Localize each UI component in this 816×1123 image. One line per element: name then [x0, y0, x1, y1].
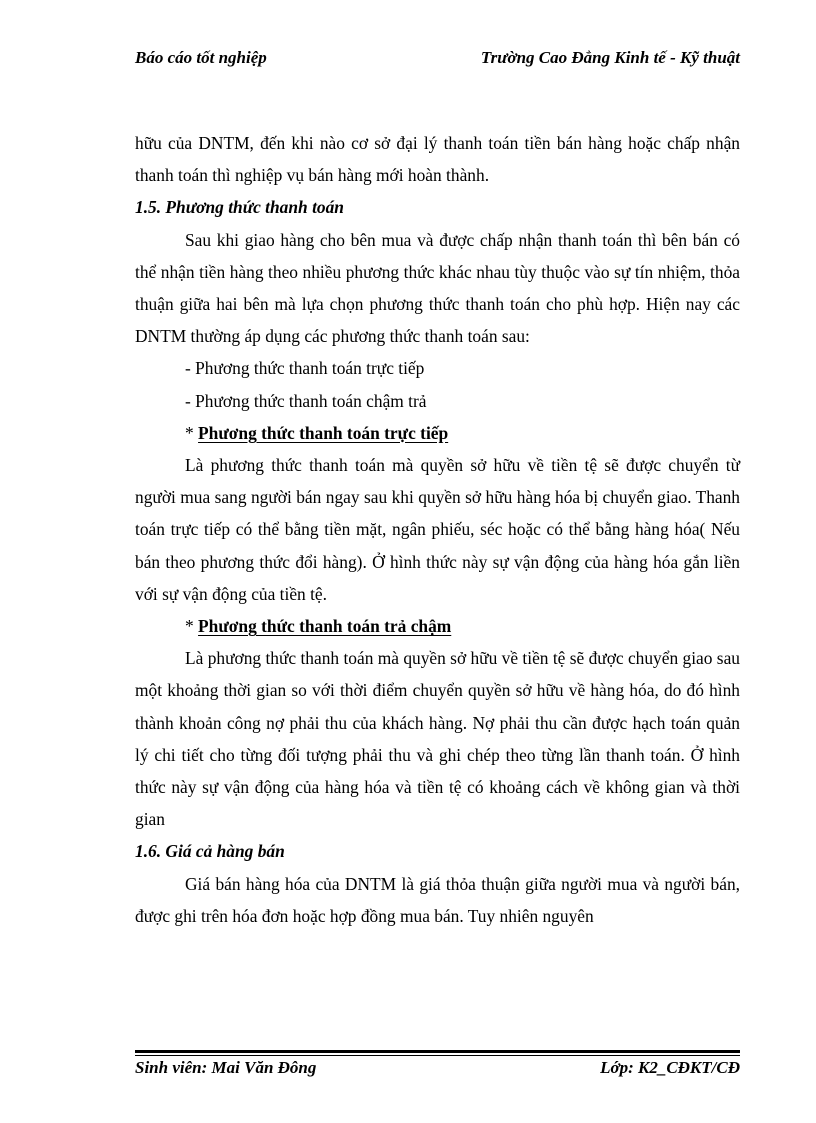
page-header [135, 48, 740, 72]
footer-divider-thin [135, 1055, 740, 1056]
list-item-direct-payment: - Phương thức thanh toán trực tiếp [185, 358, 425, 379]
section-heading-1-6: 1.6. Giá cả hàng bán [135, 841, 285, 862]
section-heading-1-5: 1.5. Phương thức thanh toán [135, 197, 344, 218]
paragraph-continuation: hữu của DNTM, đến khi nào cơ sở đại lý thanh toán tiền bán hàng hoặc chấp nhận thanh toán thì nghiệp vụ bán hàng mới hoàn thành. [135, 133, 740, 186]
paragraph-payment-intro: Sau khi giao hàng cho bên mua và được chấp nhận thanh toán thì bên bán có thể nhận tiền hàng theo nhiều phương thức khác nhau tùy thuộc vào sự tín nhiệm, thỏa thuận giữa hai bên mà lựa chọn phương thức thanh toán cho phù hợp. Hiện nay các DNTM thường áp dụng các phương thức thanh toán sau: [135, 229, 740, 347]
paragraph-deferred-payment: Là phương thức thanh toán mà quyền sở hữu về tiền tệ sẽ được chuyển giao sau một khoảng thời gian so với thời điểm chuyển quyền sở hữu về hàng hóa, do đó hình thành khoản công nợ phải thu của khách hàng. Nợ phải thu cần được hạch toán quản lý chi tiết cho từng đối tượng phải thu và ghi chép theo từng lần thanh toán. Ở hình thức này sự vận động của hàng hóa và tiền tệ có khoảng cách về không gian và thời gian [135, 648, 740, 830]
footer-student-name: Sinh viên: Mai Văn Đông [135, 1058, 317, 1077]
subheading-direct-payment-title: Phương thức thanh toán trực tiếp [198, 422, 449, 443]
footer-divider-thick [135, 1050, 740, 1053]
page-footer [135, 1058, 740, 1082]
footer-class-code: Lớp: K2_CĐKT/CĐ [600, 1058, 740, 1077]
subheading-deferred-payment-title: Phương thức thanh toán trả chậm [198, 616, 452, 637]
header-school-name: Trường Cao Đẳng Kinh tế - Kỹ thuật [480, 48, 740, 67]
subheading-bullet: * [185, 422, 199, 443]
subheading-bullet: * [185, 616, 199, 637]
page-body [135, 127, 740, 932]
paragraph-direct-payment: Là phương thức thanh toán mà quyền sở hữu về tiền tệ sẽ được chuyển từ người mua sang người bán ngay sau khi quyền sở hữu hàng hóa bị chuyển giao. Thanh toán trực tiếp có thể bằng tiền mặt, ngân phiếu, séc hoặc có thể bằng hàng hóa( Nếu bán theo phương thức đổi hàng). Ở hình thức này sự vận động của hàng hóa gắn liền với sự vận động của tiền tệ. [135, 455, 740, 604]
subheading-direct-payment [135, 417, 740, 449]
list-item-deferred-payment: - Phương thức thanh toán chậm trả [185, 390, 427, 411]
paragraph-selling-price: Giá bán hàng hóa của DNTM là giá thỏa thuận giữa người mua và người bán, được ghi trên hóa đơn hoặc hợp đồng mua bán. Tuy nhiên nguyên [135, 873, 740, 926]
subheading-deferred-payment [135, 610, 740, 642]
header-report-title: Báo cáo tốt nghiệp [135, 48, 267, 67]
